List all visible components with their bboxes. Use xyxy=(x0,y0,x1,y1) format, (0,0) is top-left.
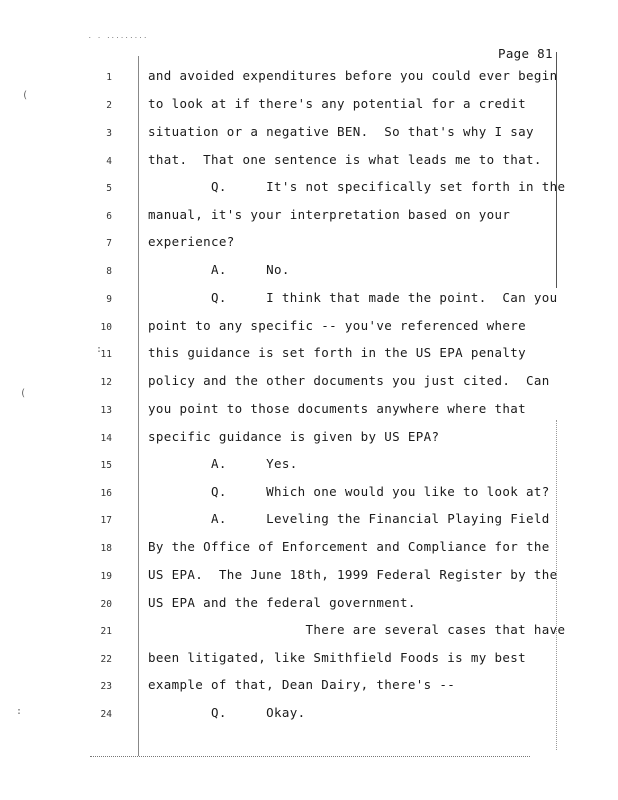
line-text: US EPA. The June 18th, 1999 Federal Register by the xyxy=(148,567,558,582)
transcript-line xyxy=(0,511,618,531)
line-number: 3 xyxy=(106,128,112,139)
line-number: 16 xyxy=(100,488,112,499)
line-text: point to any specific -- you've referenced where xyxy=(148,318,527,333)
transcript-line xyxy=(0,179,618,199)
line-number: 12 xyxy=(100,377,112,388)
line-text: you point to those documents anywhere where that xyxy=(148,401,527,416)
line-text: manual, it's your interpretation based on your xyxy=(148,207,511,222)
line-text: Q. Which one would you like to look at? xyxy=(148,484,550,499)
line-number: 4 xyxy=(106,156,112,167)
line-text: experience? xyxy=(148,234,235,249)
transcript-line xyxy=(0,456,618,476)
line-number: 15 xyxy=(100,460,112,471)
transcript-line xyxy=(0,650,618,670)
transcript-line xyxy=(0,539,618,559)
line-text: example of that, Dean Dairy, there's -- xyxy=(148,677,456,692)
line-text: There are several cases that have xyxy=(148,622,566,637)
transcript-line xyxy=(0,401,618,421)
line-number: 1 xyxy=(106,72,112,83)
transcript-line xyxy=(0,152,618,172)
line-number: 8 xyxy=(106,266,112,277)
transcript-line xyxy=(0,429,618,449)
line-number: 24 xyxy=(100,709,112,720)
line-text: situation or a negative BEN. So that's why I say xyxy=(148,124,534,139)
line-number: 22 xyxy=(100,654,112,665)
line-number: 17 xyxy=(100,515,112,526)
line-text: Q. I think that made the point. Can you xyxy=(148,290,558,305)
transcript-line xyxy=(0,96,618,116)
line-number: 14 xyxy=(100,433,112,444)
line-text: specific guidance is given by US EPA? xyxy=(148,429,440,444)
transcript-line xyxy=(0,705,618,725)
line-text: this guidance is set forth in the US EPA penalty xyxy=(148,345,527,360)
line-number: 11 xyxy=(100,349,112,360)
transcript-line xyxy=(0,318,618,338)
page-number: Page 81 xyxy=(498,46,553,61)
line-text: A. No. xyxy=(148,262,290,277)
line-text: Q. It's not specifically set forth in the xyxy=(148,179,566,194)
line-text: policy and the other documents you just cited. Can xyxy=(148,373,550,388)
transcript-line xyxy=(0,373,618,393)
bottom-rule xyxy=(90,756,530,757)
line-text: By the Office of Enforcement and Compliance for the xyxy=(148,539,550,554)
line-number: 18 xyxy=(100,543,112,554)
line-number: 19 xyxy=(100,571,112,582)
line-number: 7 xyxy=(106,238,112,249)
line-text: Q. Okay. xyxy=(148,705,306,720)
line-number: 23 xyxy=(100,681,112,692)
line-text: and avoided expenditures before you could ever begin xyxy=(148,68,558,83)
line-number: 6 xyxy=(106,211,112,222)
transcript-line xyxy=(0,68,618,88)
line-number: 2 xyxy=(106,100,112,111)
transcript-line xyxy=(0,345,618,365)
header-scribble: . . ......... xyxy=(88,33,148,40)
line-number: 13 xyxy=(100,405,112,416)
transcript-line xyxy=(0,567,618,587)
line-number: 21 xyxy=(100,626,112,637)
transcript-line xyxy=(0,484,618,504)
transcript-line xyxy=(0,595,618,615)
line-number: 9 xyxy=(106,294,112,305)
transcript-line xyxy=(0,207,618,227)
transcript-line xyxy=(0,124,618,144)
transcript-line xyxy=(0,622,618,642)
line-text: US EPA and the federal government. xyxy=(148,595,416,610)
transcript-line xyxy=(0,234,618,254)
line-text: A. Leveling the Financial Playing Field xyxy=(148,511,550,526)
transcript-page: . . ......... Page 81 ( ( : : 1 and avoided expenditures before you could ever begin 2 to look at if there's any potential for a credit 3 situation or a negative BEN. So that's why I say 4 that. That one sentence is what leads me to that. 5 Q. It's not specifically set forth in the 6 manual, it's your interpretation based on your 7 experience? 8 A. No. 9 Q. I think that made the point. Can you 10 point to any specific -- you've referenced where 11 this guidance is set forth in the US EPA penalty 12 policy and the other documents you just cited. Can 13 you point to those documents anywhere where that 14 specific guidance is given by US EPA? 15 A. Yes. 16 Q. Which one would you like to look at? 17 A. Leveling the Financial Playing Field 18 By the Office of Enforcement and Compliance for the 19 US EPA. The June 18th, 1999 Federal Register by the 20 US EPA and the federal government. 21 There are several cases that have 22 been litigated, like Smithfield Foods is my best 23 example of that, Dean Dairy, there's -- 24 Q. Okay. xyxy=(0,0,618,800)
line-number: 10 xyxy=(100,322,112,333)
line-text: that. That one sentence is what leads me to that. xyxy=(148,152,542,167)
transcript-line xyxy=(0,677,618,697)
transcript-line xyxy=(0,290,618,310)
line-number: 20 xyxy=(100,599,112,610)
line-number: 5 xyxy=(106,183,112,194)
transcript-line xyxy=(0,262,618,282)
line-text: A. Yes. xyxy=(148,456,298,471)
line-text: to look at if there's any potential for a credit xyxy=(148,96,527,111)
line-text: been litigated, like Smithfield Foods is my best xyxy=(148,650,527,665)
